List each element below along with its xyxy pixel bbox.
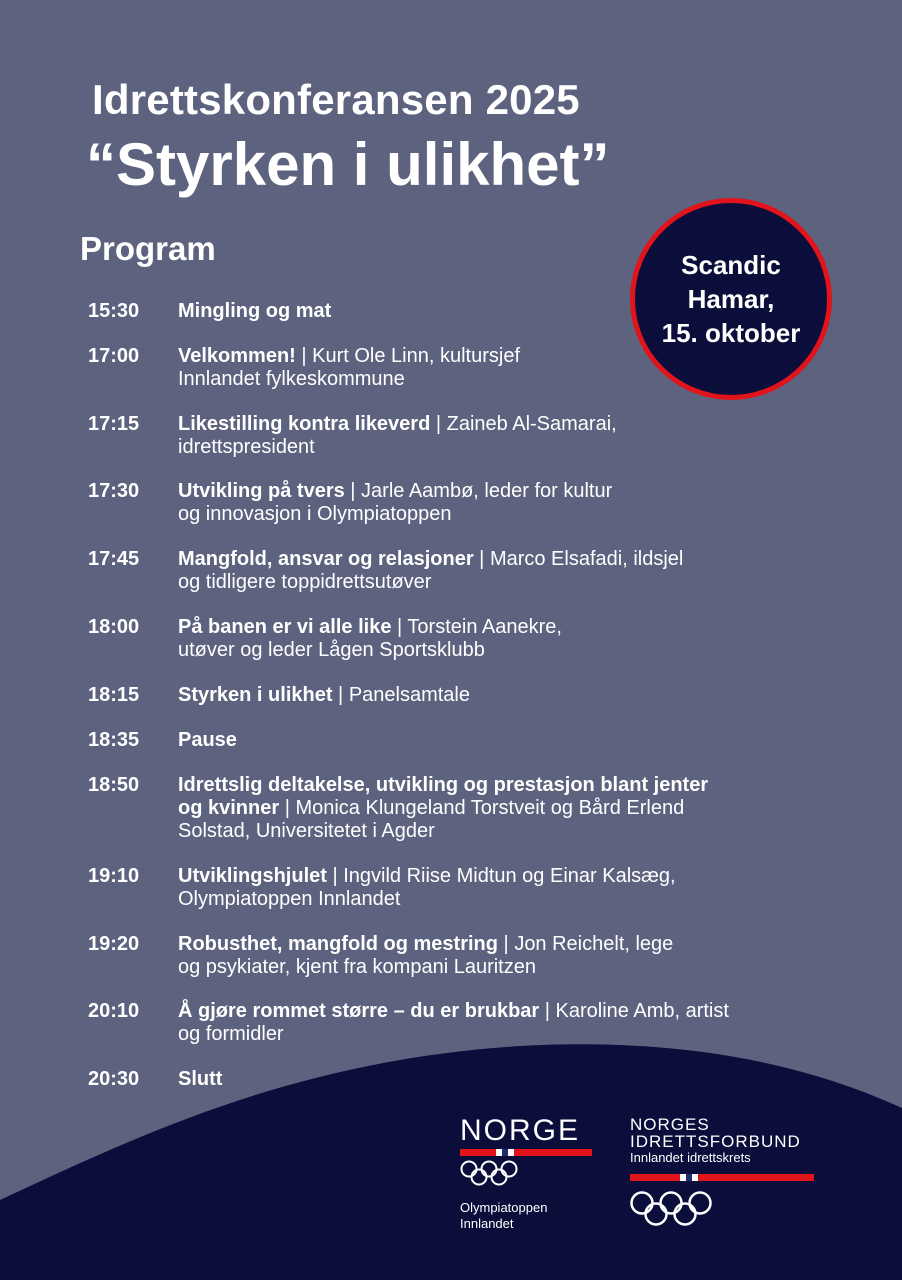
item-title: På banen er vi alle like [178,616,392,638]
item-description [178,865,738,911]
nif-krets: Innlandet idrettskrets [630,1150,751,1165]
item-title: Mingling og mat [178,300,332,322]
olympiatoppen-label: Olympiatoppen [460,1200,548,1215]
item-title: Utviklingshjulet [178,865,327,887]
item-title: Slutt [178,1068,223,1090]
badge-city: Hamar, [687,284,775,314]
item-detail: Marco Elsafadi, ildsjel og tidligere toppidrettsutøver [178,548,684,593]
item-separator: | [295,345,313,367]
item-separator: | [344,480,362,502]
item-separator: | [430,413,447,435]
item-detail: Karoline Amb, artist og formidler [178,1000,729,1045]
item-separator: | [332,684,349,706]
conference-subtitle: “Styrken i ulikhet” [86,131,610,198]
item-separator: | [473,548,490,570]
item-separator: | [279,797,296,819]
item-time: 18:15 [88,684,140,706]
item-time: 20:10 [88,1000,140,1022]
nif-idrettsforbund: IDRETTSFORBUND [630,1132,801,1151]
item-time: 18:35 [88,729,140,751]
item-detail: Zaineb Al-Samarai, idrettspresident [178,413,617,458]
location-date-badge [630,198,832,400]
item-description [178,480,618,526]
item-time: 17:00 [88,345,140,367]
olympic-rings-icon [630,1188,714,1230]
item-detail: Panelsamtale [348,684,470,706]
item-description [178,684,738,707]
idrettsforbund-logo [630,1116,820,1166]
item-detail: Jarle Aambø, leder for kultur og innovasjon i Olympiatoppen [178,480,613,525]
item-time: 18:00 [88,616,140,638]
item-detail: Torstein Aanekre, utøver og leder Lågen Sportsklubb [178,616,562,661]
innlandet-label: Innlandet [460,1216,514,1231]
item-time: 15:30 [88,300,140,322]
item-description [178,616,618,662]
item-time: 20:30 [88,1068,140,1090]
item-separator: | [391,616,408,638]
item-time: 18:50 [88,774,140,796]
badge-venue: Scandic [681,250,781,280]
item-detail: Kurt Ole Linn, kultursjef Innlandet fylkeskommune [178,345,521,390]
item-description [178,345,598,391]
item-detail: Monica Klungeland Torstveit og Bård Erlend Solstad, Universitetet i Agder [178,797,685,842]
item-title: Mangfold, ansvar og relasjoner [178,548,474,570]
item-time: 19:10 [88,865,140,887]
item-description [178,413,678,459]
item-time: 17:15 [88,413,140,435]
item-title: Å gjøre rommet større – du er brukbar [178,1000,540,1022]
item-title: Utvikling på tvers [178,480,345,502]
item-title: Pause [178,729,237,751]
item-description [178,548,688,594]
item-separator: | [498,933,515,955]
item-description [178,1000,738,1046]
olympiatoppen-logo [460,1114,592,1231]
item-detail: Jon Reichelt, lege og psykiater, kjent fra kompani Lauritzen [178,933,674,978]
olympic-rings-icon [460,1158,520,1188]
item-title: Likestilling kontra likeverd [178,413,431,435]
item-separator: | [326,865,344,887]
item-description [178,729,738,752]
nif-norges: NORGES [630,1115,710,1134]
item-time: 19:20 [88,933,140,955]
conference-title: Idrettskonferansen 2025 [92,76,580,123]
item-detail: Ingvild Riise Midtun og Einar Kalsæg, Olympiatoppen Innlandet [178,865,676,910]
item-description [178,933,698,979]
badge-date: 15. oktober [661,318,801,348]
flag-stripe-icon [630,1174,814,1181]
item-time: 17:45 [88,548,140,570]
item-title: Velkommen! [178,345,296,367]
item-description [178,1068,738,1091]
flag-stripe-icon [460,1149,592,1156]
item-separator: | [539,1000,556,1022]
norge-wordmark: NORGE [460,1114,581,1147]
program-heading: Program [80,230,216,267]
item-title: Idrettslig deltakelse, utvikling og prestasjon blant jenter og kvinner [178,774,709,819]
item-description [178,300,738,323]
item-time: 17:30 [88,480,140,502]
item-title: Styrken i ulikhet [178,684,333,706]
item-description [178,774,718,843]
item-title: Robusthet, mangfold og mestring [178,933,498,955]
